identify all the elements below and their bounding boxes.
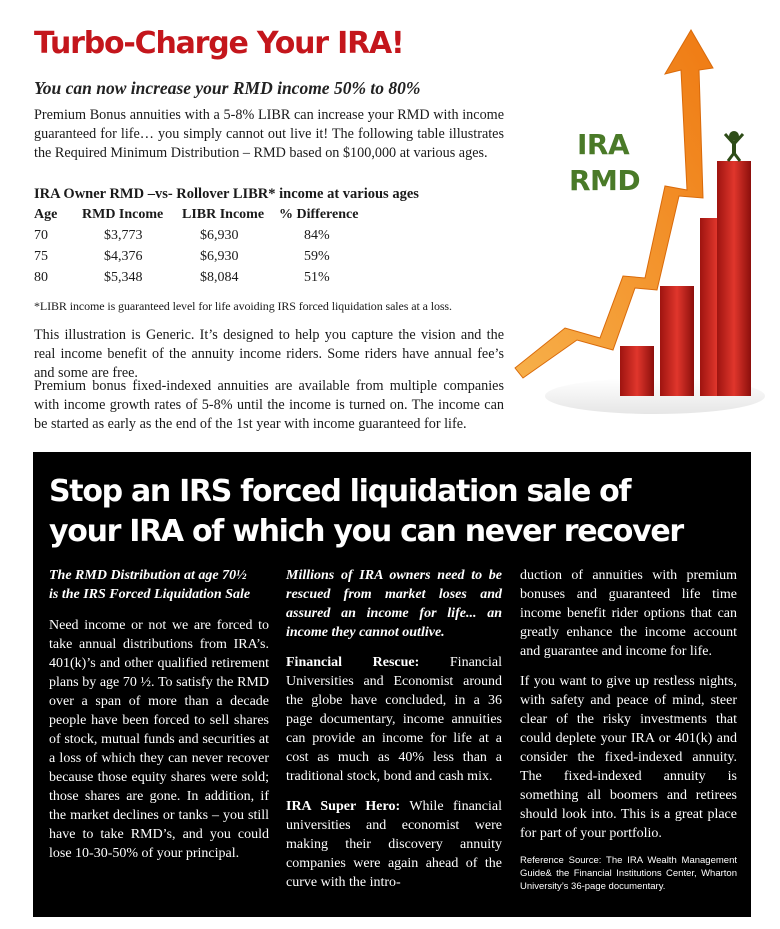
super-hero-label: IRA Super Hero: [286, 799, 401, 814]
col3-para-2: If you want to give up restless nights, with safety and peace of mind, steer clear of the risky investments that could deplete your IRA or 401(k) and consider the fixed-indexed annuity. The fixed-indexed annuity is something all boomers and retirees should look into. This is a great place for part of your portfolio. [520, 674, 737, 841]
cell-libr: $8,084 [200, 270, 239, 285]
page-headline: Turbo-Charge Your IRA! [34, 26, 404, 61]
col1-lead-line-2: is the IRS Forced Liquidation Sale [49, 587, 251, 602]
intro-paragraph: Premium Bonus annuities with a 5-8% LIBR can increase your RMD with income guaranteed for life… you simply cannot out live it! The following table illustrates the Required Minimum Distribution – RMD based on $100,000 at various ages. [34, 107, 504, 161]
reference-source: Reference Source: The IRA Wealth Management Guide& the Financial Institutions Center, Wharton University’s 36-page documentary. [520, 855, 737, 892]
graphic-label-rmd: RMD [569, 164, 641, 197]
cell-diff: 84% [304, 228, 330, 243]
table-row [34, 247, 414, 268]
page-subhead: You can now increase your RMD income 50% to 80% [34, 78, 421, 98]
cell-rmd: $4,376 [104, 249, 143, 264]
cell-age: 70 [34, 228, 48, 243]
col3-para-1: duction of annuities with premium bonuses and guaranteed life time income benefit rider options that can greatly enhance the income account and guarantee and income for life. [520, 568, 737, 659]
section-headline-line-1: Stop an IRS forced liquidation sale of [49, 474, 631, 509]
section-headline [49, 472, 739, 552]
col2-lead: Millions of IRA owners need to be rescued from market loses and assured an income for life... an income they cannot outlive. [286, 568, 502, 640]
growth-graphic [505, 28, 765, 420]
cell-age: 75 [34, 249, 48, 264]
cell-diff: 51% [304, 270, 330, 285]
bar-2 [660, 286, 694, 396]
header-libr-income: LIBR Income [182, 207, 265, 222]
table-row [34, 226, 414, 247]
financial-rescue-label: Financial Rescue: [286, 655, 420, 670]
cell-diff: 59% [304, 249, 330, 264]
column-2 [286, 566, 502, 903]
table-title: IRA Owner RMD –vs- Rollover LIBR* income at various ages [34, 186, 419, 202]
header-difference: % Difference [279, 207, 359, 222]
rmd-table [34, 205, 414, 289]
cell-rmd: $5,348 [104, 270, 143, 285]
liquidation-section [33, 452, 751, 917]
table-footnote: *LIBR income is guaranteed level for life avoiding IRS forced liquidation sales at a loss. [34, 299, 452, 313]
table-header-row [34, 205, 414, 226]
cell-rmd: $3,773 [104, 228, 143, 243]
illustration-paragraph: This illustration is Generic. It’s designed to help you capture the vision and the real income benefit of the annuity income riders. Some riders have annual fee’s and some are free. [34, 327, 504, 381]
graphic-label-ira: IRA [577, 128, 630, 161]
bar-1 [620, 346, 654, 396]
super-hero-body: While financial universities and economist were making their discovery annuity companies were again ahead of the curve with the intro- [286, 799, 502, 890]
col1-body: Need income or not we are forced to take annual distributions from IRA’s. 401(k)’s and other qualified retirement plans by age 70 ½. To satisfy the RMD over a span of more than a decade people have been forced to sell shares of stock, mutual funds and securities at a loss of which they can never recover because those equity shares were sold; those shares are gone. In addition, if the market declines or tanks – you still have to take RMD’s, and you could lose 10-30-50% of your principal. [49, 618, 269, 861]
annuities-paragraph: Premium bonus fixed-indexed annuities are available from multiple companies with income growth rates of 5-8% until the income is turned on. The income can be started as early as the end of the 1st year with income guaranteed for life. [34, 378, 504, 432]
column-3 [520, 566, 737, 904]
col1-lead-line-1: The RMD Distribution at age 70½ [49, 568, 247, 583]
section-headline-line-2: your IRA of which you can never recover [49, 514, 683, 549]
col2-super-hero [286, 797, 502, 892]
table-row [34, 268, 414, 289]
header-age: Age [34, 207, 58, 222]
cell-libr: $6,930 [200, 249, 239, 264]
col2-financial-rescue [286, 653, 502, 786]
cell-age: 80 [34, 270, 48, 285]
bar-4 [717, 161, 751, 396]
financial-rescue-body: Financial Universities and Economist around the globe have concluded, in a 36 page documentary, income annuities can provide an income for life at a cost as much as 40% less than a traditional stock, bond and cash mix. [286, 655, 502, 784]
column-1 [49, 566, 269, 874]
header-rmd-income: RMD Income [82, 207, 164, 222]
climber-figure-icon [725, 131, 743, 161]
growth-chart-illustration [505, 28, 765, 420]
cell-libr: $6,930 [200, 228, 239, 243]
